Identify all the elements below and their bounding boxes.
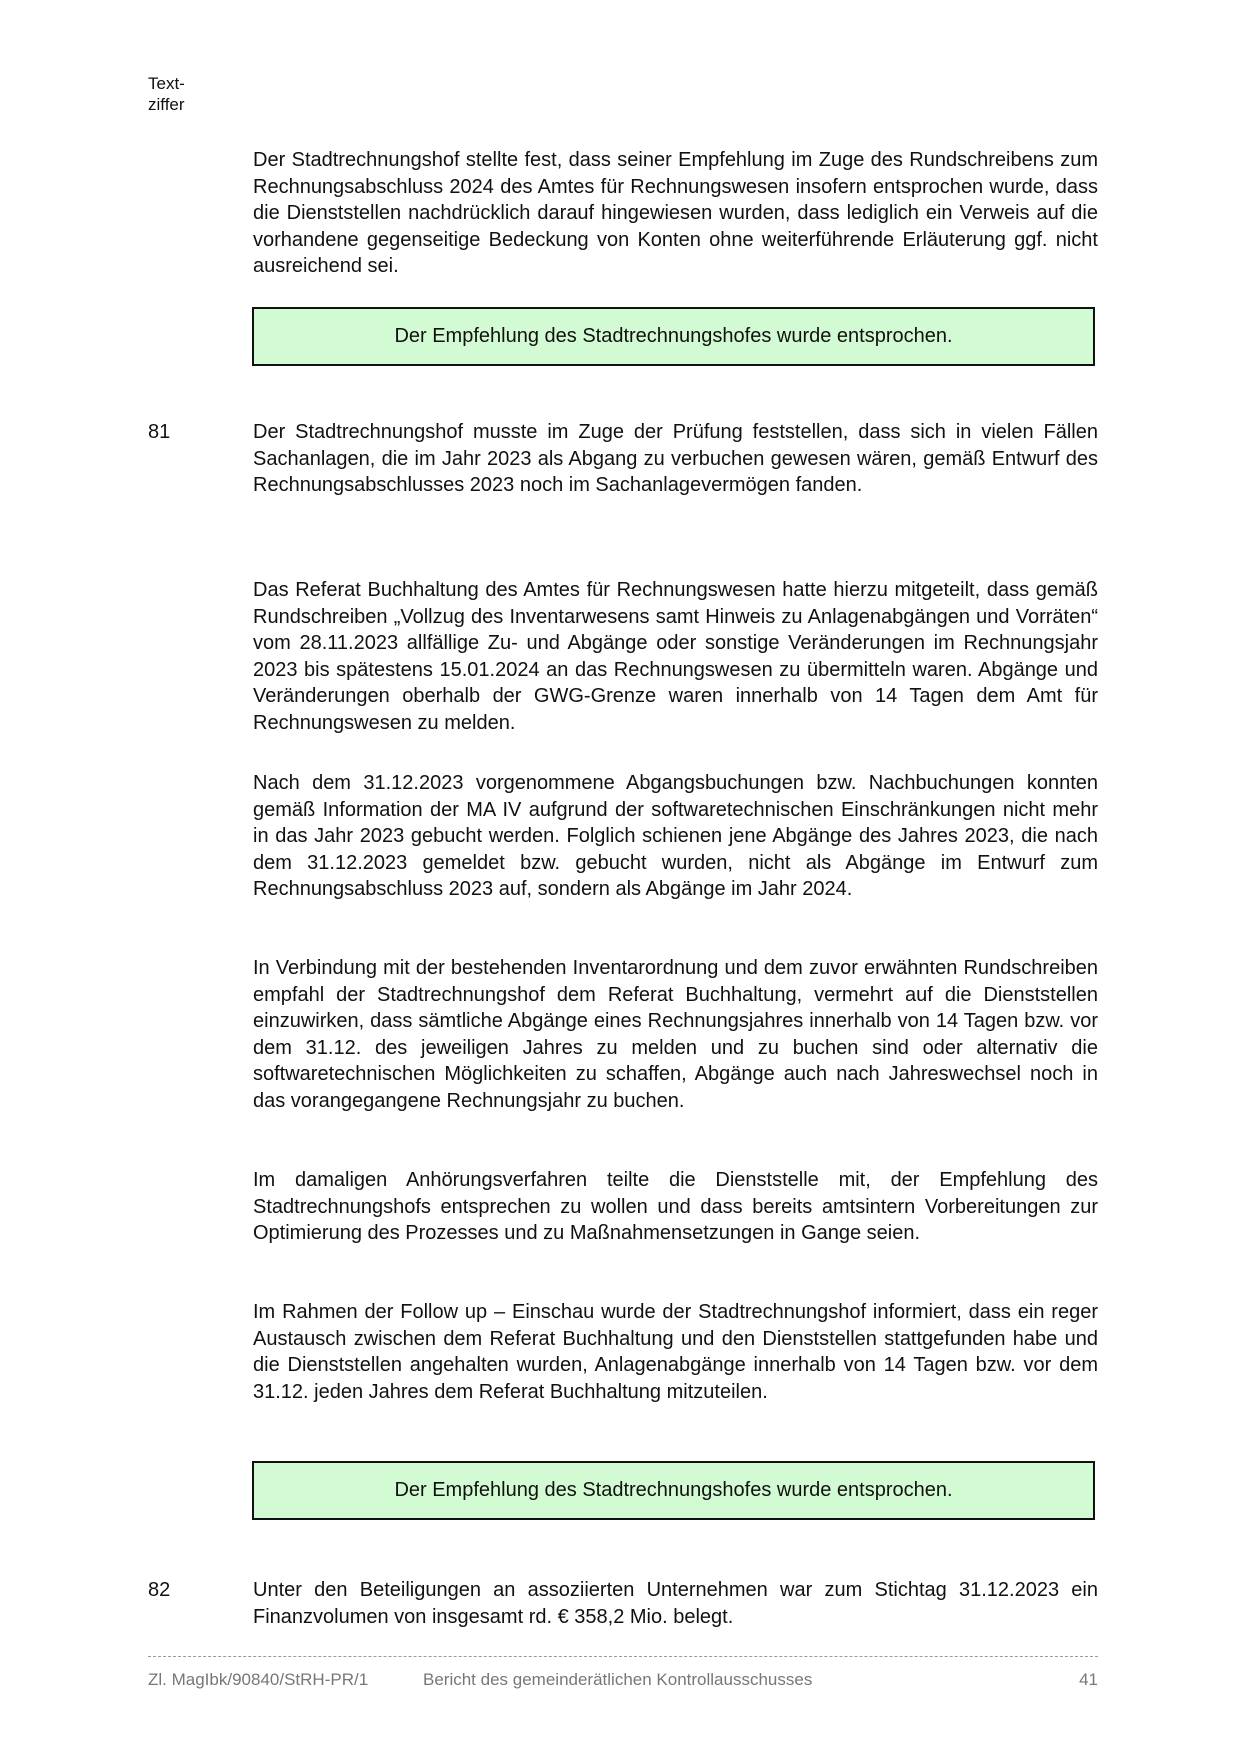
- margin-label-line2: ziffer: [148, 95, 185, 114]
- section-number-81: 81: [148, 421, 171, 443]
- status-box-text: Der Empfehlung des Stadtrechnungshofes wurde entsprochen.: [394, 325, 953, 347]
- section-81-paragraph-2: Das Referat Buchhaltung des Amtes für Rechnungswesen hatte hierzu mitgeteilt, dass gemäß Rundschreiben „Vollzug des Inventarwesens samt Hinweis zu Anlagenabgängen und Vorräten“ vom 28.11.2023 allfällige Zu- und Abgänge oder sonstige Veränderungen im Rechnungsjahr 2023 bis spätestens 15.01.2024 an das Rechnungswesen zu übermitteln waren. Abgänge und Veränderungen oberhalb der GWG-Grenze waren innerhalb von 14 Tagen dem Amt für Rechnungswesen zu melden.: [253, 579, 1098, 734]
- section-81-paragraph-4: In Verbindung mit der bestehenden Inventarordnung und dem zuvor erwähnten Rundschreiben empfahl der Stadtrechnungshof dem Referat Buchhaltung, vermehrt auf die Dienststellen einzuwirken, dass sämtliche Abgänge eines Rechnungsjahres innerhalb von 14 Tagen bzw. vor dem 31.12. des jeweiligen Jahres zu melden und zu buchen sind oder alternativ die softwaretechnischen Möglichkeiten zu schaffen, Abgänge auch nach Jahreswechsel noch in das vorangegangene Rechnungsjahr zu buchen.: [253, 957, 1098, 1112]
- section-81-paragraph-1: Der Stadtrechnungshof musste im Zuge der Prüfung feststellen, dass sich in vielen Fällen Sachanlagen, die im Jahr 2023 als Abgang zu verbuchen gewesen wären, gemäß Entwurf des Rechnungsabschlusses 2023 noch im Sachanlagevermögen fanden.: [253, 421, 1098, 496]
- section-number-82: 82: [148, 1579, 171, 1601]
- section-81-paragraph-5: Im damaligen Anhörungsverfahren teilte die Dienststelle mit, der Empfehlung des Stadtrechnungshofs entsprechen zu wollen und dass bereits amtsintern Vorbereitungen zur Optimierung des Prozesses und zu Maßnahmensetzungen in Gange seien.: [253, 1169, 1098, 1244]
- footer-title: Bericht des gemeinderätlichen Kontrollausschusses: [423, 1670, 813, 1689]
- page-footer: [148, 1669, 1098, 1691]
- footer-divider: [148, 1656, 1098, 1657]
- margin-label-line1: Text-: [148, 74, 185, 93]
- status-box-recommendation-met: [252, 307, 1095, 366]
- intro-paragraph: Der Stadtrechnungshof stellte fest, dass seiner Empfehlung im Zuge des Rundschreibens zum Rechnungsabschluss 2024 des Amtes für Rechnungswesen insofern entsprochen wurde, dass die Dienststellen nachdrücklich darauf hingewiesen wurden, dass lediglich ein Verweis auf die vorhandene gegenseitige Bedeckung von Konten ohne weiterführende Erläuterung ggf. nicht ausreichend sei.: [253, 149, 1098, 277]
- section-81-paragraph-3: Nach dem 31.12.2023 vorgenommene Abgangsbuchungen bzw. Nachbuchungen konnten gemäß Information der MA IV aufgrund der softwaretechnischen Einschränkungen nicht mehr in das Jahr 2023 gebucht werden. Folglich schienen jene Abgänge des Jahres 2023, die nach dem 31.12.2023 gemeldet bzw. gebucht wurden, nicht als Abgänge im Entwurf zum Rechnungsabschluss 2023 auf, sondern als Abgänge im Jahr 2024.: [253, 772, 1098, 900]
- section-81-paragraph-6: Im Rahmen der Follow up – Einschau wurde der Stadtrechnungshof informiert, dass ein reger Austausch zwischen dem Referat Buchhaltung und den Dienststellen stattgefunden habe und die Dienststellen angehalten wurden, Anlagenabgänge innerhalb von 14 Tagen bzw. vor dem 31.12. jeden Jahres dem Referat Buchhaltung mitzuteilen.: [253, 1301, 1098, 1403]
- status-box-text: Der Empfehlung des Stadtrechnungshofes wurde entsprochen.: [394, 1479, 953, 1501]
- section-82-paragraph: Unter den Beteiligungen an assoziierten Unternehmen war zum Stichtag 31.12.2023 ein Finanzvolumen von insgesamt rd. € 358,2 Mio. belegt.: [253, 1579, 1098, 1628]
- margin-label-textziffer: [148, 73, 185, 115]
- status-box-recommendation-met-2: [252, 1461, 1095, 1520]
- footer-reference: Zl. MagIbk/90840/StRH-PR/1: [148, 1670, 369, 1689]
- page-number: 41: [1079, 1670, 1098, 1689]
